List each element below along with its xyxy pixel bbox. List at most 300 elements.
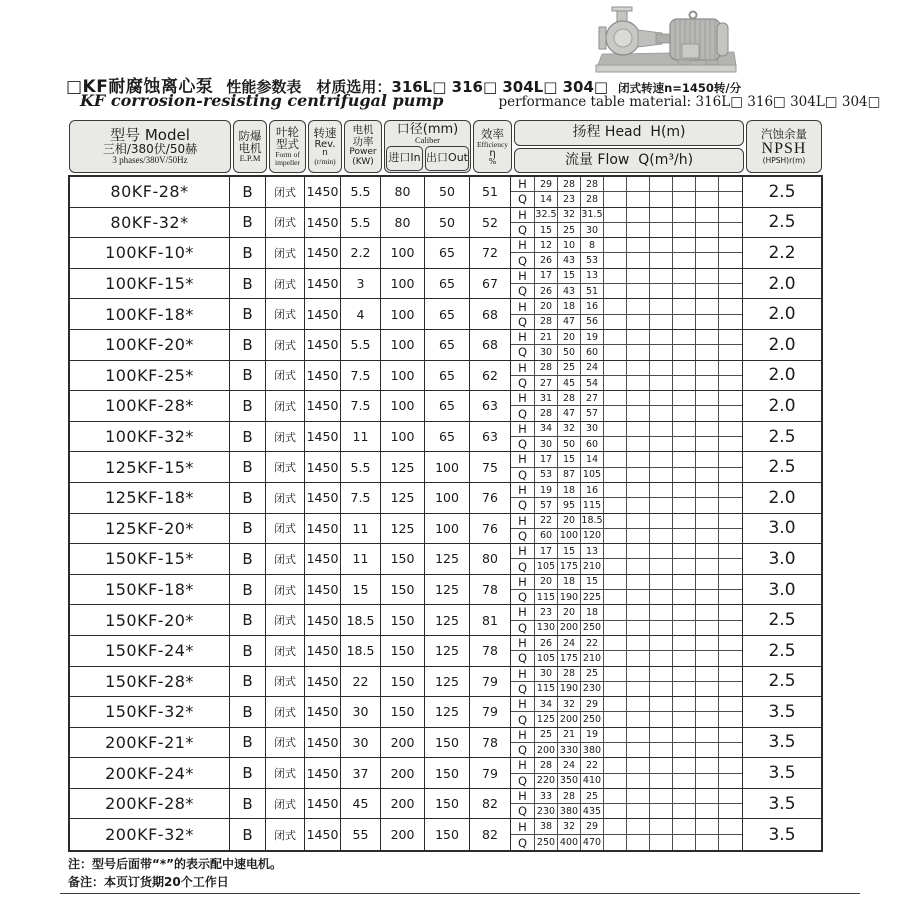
cell-efficiency: 52 bbox=[470, 208, 511, 238]
material-options-cn: 材质选用：316L□ 316□ 304L□ 304□ bbox=[316, 78, 609, 96]
header-power-unit: (KW) bbox=[352, 156, 374, 167]
head-value bbox=[650, 636, 673, 650]
head-value bbox=[696, 238, 719, 252]
flow-value bbox=[719, 192, 742, 206]
flow-value bbox=[627, 774, 650, 788]
cell-epm: B bbox=[230, 208, 266, 238]
cell-rev: 1450 bbox=[305, 452, 341, 482]
cell-power: 11 bbox=[341, 514, 381, 544]
table-row bbox=[70, 361, 821, 392]
cell-rev: 1450 bbox=[305, 391, 341, 421]
head-row bbox=[511, 361, 742, 376]
head-value bbox=[696, 667, 719, 681]
flow-value bbox=[719, 590, 742, 604]
head-label: H bbox=[511, 483, 535, 497]
flow-value: 53 bbox=[581, 253, 604, 267]
flow-value bbox=[650, 712, 673, 726]
head-value bbox=[650, 177, 673, 191]
head-value: 16 bbox=[581, 299, 604, 313]
flow-value: 250 bbox=[581, 712, 604, 726]
flow-value: 230 bbox=[535, 804, 558, 818]
cell-model: 80KF-28* bbox=[70, 177, 230, 207]
head-value bbox=[627, 697, 650, 711]
head-value bbox=[673, 238, 696, 252]
flow-value bbox=[627, 804, 650, 818]
head-value bbox=[604, 238, 627, 252]
head-value: 17 bbox=[535, 269, 558, 283]
flow-value bbox=[627, 253, 650, 267]
head-value: 31.5 bbox=[581, 209, 603, 221]
head-value: 18 bbox=[558, 575, 581, 589]
cell-epm: B bbox=[230, 238, 266, 268]
head-value: 18.5 bbox=[581, 515, 603, 527]
head-value bbox=[627, 208, 650, 222]
head-row bbox=[511, 391, 742, 406]
table-row bbox=[70, 177, 821, 208]
cell-model: 200KF-21* bbox=[70, 728, 230, 758]
cell-outlet: 125 bbox=[425, 575, 470, 605]
head-value bbox=[719, 728, 742, 742]
cell-model: 125KF-15* bbox=[70, 452, 230, 482]
header-eff-unit: % bbox=[488, 156, 497, 166]
cell-power: 18.5 bbox=[341, 605, 381, 635]
head-value bbox=[673, 758, 696, 772]
head-value bbox=[650, 452, 673, 466]
flow-label: Q bbox=[511, 223, 535, 237]
head-value: 20 bbox=[558, 514, 581, 528]
head-label: H bbox=[511, 177, 535, 191]
title-line-en bbox=[80, 91, 880, 110]
cell-inlet: 200 bbox=[381, 728, 425, 758]
head-value bbox=[604, 697, 627, 711]
head-value bbox=[604, 391, 627, 405]
cell-model: 150KF-24* bbox=[70, 636, 230, 666]
head-label: H bbox=[511, 330, 535, 344]
cell-outlet: 125 bbox=[425, 667, 470, 697]
head-value bbox=[650, 483, 673, 497]
head-flow-block bbox=[511, 636, 743, 666]
head-value bbox=[673, 544, 696, 558]
note-leadtime: 备注：本页订货期20个工作日 bbox=[68, 875, 229, 889]
cell-impeller: 闭式 bbox=[266, 208, 305, 238]
flow-value: 47 bbox=[558, 406, 581, 420]
cell-efficiency: 78 bbox=[470, 728, 511, 758]
head-value: 22 bbox=[581, 758, 604, 772]
header-npsh-en: NPSH bbox=[761, 139, 807, 157]
cell-inlet: 150 bbox=[381, 605, 425, 635]
header-outlet: 出口Out bbox=[425, 146, 469, 172]
flow-label: Q bbox=[511, 529, 535, 543]
flow-row bbox=[511, 498, 742, 512]
head-value bbox=[719, 238, 742, 252]
flow-value bbox=[650, 315, 673, 329]
cell-outlet: 65 bbox=[425, 269, 470, 299]
head-value: 17 bbox=[535, 452, 558, 466]
flow-value: 105 bbox=[581, 468, 604, 482]
flow-label: Q bbox=[511, 651, 535, 665]
head-value: 19 bbox=[581, 728, 604, 742]
cell-npsh: 3.5 bbox=[768, 763, 796, 784]
head-flow-block bbox=[511, 330, 743, 360]
flow-value: 190 bbox=[558, 682, 581, 696]
table-row bbox=[70, 452, 821, 483]
cell-power: 11 bbox=[341, 422, 381, 452]
head-value bbox=[719, 667, 742, 681]
cell-model: 150KF-32* bbox=[70, 697, 230, 727]
cell-inlet: 200 bbox=[381, 789, 425, 819]
cell-outlet: 125 bbox=[425, 544, 470, 574]
head-value bbox=[673, 177, 696, 191]
cell-epm: B bbox=[230, 177, 266, 207]
head-value bbox=[719, 514, 742, 528]
cell-efficiency: 78 bbox=[470, 636, 511, 666]
flow-value bbox=[604, 621, 627, 635]
head-value bbox=[696, 177, 719, 191]
flow-value bbox=[650, 682, 673, 696]
head-value: 18 bbox=[558, 299, 581, 313]
cell-model: 100KF-10* bbox=[70, 238, 230, 268]
cell-impeller: 闭式 bbox=[266, 422, 305, 452]
head-value: 25 bbox=[581, 667, 604, 681]
header-eff-symbol: η bbox=[489, 147, 496, 159]
flow-value bbox=[719, 743, 742, 757]
header-model-cn: 型号 Model bbox=[110, 126, 190, 145]
header-epm-cn1: 防爆 bbox=[238, 128, 262, 143]
cell-impeller: 闭式 bbox=[266, 789, 305, 819]
cell-npsh: 2.0 bbox=[768, 334, 796, 355]
head-value bbox=[696, 483, 719, 497]
flow-value bbox=[604, 376, 627, 390]
cell-model: 100KF-15* bbox=[70, 269, 230, 299]
table-row bbox=[70, 391, 821, 422]
cell-epm: B bbox=[230, 299, 266, 329]
flow-value: 27 bbox=[535, 376, 558, 390]
head-value bbox=[696, 299, 719, 313]
head-value: 22 bbox=[535, 514, 558, 528]
flow-value: 105 bbox=[535, 651, 558, 665]
head-value bbox=[696, 391, 719, 405]
head-value bbox=[604, 208, 627, 222]
flow-value: 190 bbox=[558, 590, 581, 604]
flow-value bbox=[696, 437, 719, 451]
flow-value: 30 bbox=[535, 437, 558, 451]
flow-row bbox=[511, 376, 742, 390]
cell-efficiency: 79 bbox=[470, 667, 511, 697]
flow-label: Q bbox=[511, 406, 535, 420]
cell-efficiency: 51 bbox=[470, 177, 511, 207]
flow-value bbox=[604, 498, 627, 512]
flow-value bbox=[719, 253, 742, 267]
head-flow-block bbox=[511, 667, 743, 697]
head-value: 20 bbox=[558, 605, 581, 619]
flow-value bbox=[650, 590, 673, 604]
flow-value: 57 bbox=[581, 406, 604, 420]
head-value: 19 bbox=[581, 330, 604, 344]
flow-value bbox=[719, 682, 742, 696]
flow-value bbox=[650, 651, 673, 665]
flow-value: 200 bbox=[558, 621, 581, 635]
flow-value: 210 bbox=[581, 559, 604, 573]
cell-efficiency: 63 bbox=[470, 391, 511, 421]
head-value: 13 bbox=[581, 544, 604, 558]
head-row bbox=[511, 819, 742, 835]
head-value bbox=[604, 177, 627, 191]
cell-inlet: 150 bbox=[381, 544, 425, 574]
head-value bbox=[627, 605, 650, 619]
flow-value: 53 bbox=[535, 468, 558, 482]
cell-inlet: 150 bbox=[381, 575, 425, 605]
head-value bbox=[719, 636, 742, 650]
note-motor: 注：型号后面带“*”的表示配中速电机。 bbox=[68, 857, 283, 871]
cell-impeller: 闭式 bbox=[266, 819, 305, 850]
head-value bbox=[627, 728, 650, 742]
cell-rev: 1450 bbox=[305, 269, 341, 299]
cell-npsh: 2.5 bbox=[768, 671, 796, 692]
flow-value bbox=[627, 743, 650, 757]
cell-npsh: 3.5 bbox=[768, 732, 796, 753]
head-value: 38 bbox=[535, 819, 558, 834]
cell-epm: B bbox=[230, 452, 266, 482]
header-power-cn2: 功率 bbox=[352, 135, 374, 148]
cell-power: 2.2 bbox=[341, 238, 381, 268]
cell-epm: B bbox=[230, 605, 266, 635]
cell-npsh: 2.0 bbox=[768, 273, 796, 294]
flow-value bbox=[650, 774, 673, 788]
header-npsh-cn: 汽蚀余量 bbox=[761, 127, 807, 142]
flow-value: 200 bbox=[558, 712, 581, 726]
flow-row bbox=[511, 712, 742, 726]
cell-inlet: 150 bbox=[381, 636, 425, 666]
head-value: 27 bbox=[581, 391, 604, 405]
head-value bbox=[719, 452, 742, 466]
flow-value bbox=[696, 743, 719, 757]
head-value bbox=[604, 514, 627, 528]
head-value bbox=[673, 452, 696, 466]
cell-npsh: 3.0 bbox=[768, 548, 796, 569]
cell-model: 100KF-32* bbox=[70, 422, 230, 452]
flow-value bbox=[627, 835, 650, 850]
head-flow-block bbox=[511, 697, 743, 727]
flow-row bbox=[511, 804, 742, 818]
cell-impeller: 闭式 bbox=[266, 758, 305, 788]
cell-impeller: 闭式 bbox=[266, 483, 305, 513]
head-value bbox=[696, 269, 719, 283]
header-caliber-en: Caliber bbox=[414, 135, 441, 145]
flow-value bbox=[650, 345, 673, 359]
flow-value: 57 bbox=[535, 498, 558, 512]
head-value: 16 bbox=[581, 483, 604, 497]
head-value bbox=[673, 514, 696, 528]
flow-value bbox=[673, 651, 696, 665]
head-value bbox=[650, 575, 673, 589]
cell-npsh: 2.2 bbox=[768, 242, 796, 263]
head-value bbox=[650, 605, 673, 619]
flow-value bbox=[696, 192, 719, 206]
flow-value bbox=[673, 284, 696, 298]
head-value: 24 bbox=[581, 361, 604, 375]
flow-value bbox=[673, 223, 696, 237]
head-value bbox=[696, 361, 719, 375]
cell-model: 150KF-20* bbox=[70, 605, 230, 635]
head-row bbox=[511, 330, 742, 345]
flow-value bbox=[696, 468, 719, 482]
cell-rev: 1450 bbox=[305, 605, 341, 635]
head-value: 28 bbox=[558, 667, 581, 681]
cell-power: 7.5 bbox=[341, 361, 381, 391]
head-value: 32 bbox=[558, 208, 581, 222]
head-value bbox=[627, 575, 650, 589]
head-row bbox=[511, 544, 742, 559]
flow-value bbox=[604, 590, 627, 604]
head-value bbox=[696, 697, 719, 711]
cell-power: 37 bbox=[341, 758, 381, 788]
cell-power: 5.5 bbox=[341, 177, 381, 207]
cell-efficiency: 68 bbox=[470, 330, 511, 360]
cell-power: 7.5 bbox=[341, 391, 381, 421]
cell-epm: B bbox=[230, 636, 266, 666]
head-value bbox=[719, 299, 742, 313]
head-label: H bbox=[511, 728, 535, 742]
head-value bbox=[673, 361, 696, 375]
flow-value: 380 bbox=[581, 743, 604, 757]
head-flow-block bbox=[511, 605, 743, 635]
flow-row bbox=[511, 192, 742, 206]
head-row bbox=[511, 789, 742, 804]
flow-value bbox=[604, 529, 627, 543]
cell-inlet: 80 bbox=[381, 177, 425, 207]
flow-value: 115 bbox=[535, 682, 558, 696]
head-value bbox=[696, 605, 719, 619]
head-value: 15 bbox=[558, 452, 581, 466]
flow-value bbox=[627, 651, 650, 665]
cell-efficiency: 75 bbox=[470, 452, 511, 482]
head-row bbox=[511, 177, 742, 192]
flow-value bbox=[696, 804, 719, 818]
header-power bbox=[344, 120, 382, 173]
cell-npsh: 3.5 bbox=[768, 793, 796, 814]
flow-value bbox=[627, 682, 650, 696]
flow-value bbox=[650, 529, 673, 543]
cell-npsh: 2.5 bbox=[768, 181, 796, 202]
head-value bbox=[650, 391, 673, 405]
head-value bbox=[719, 422, 742, 436]
head-label: H bbox=[511, 605, 535, 619]
head-label: H bbox=[511, 391, 535, 405]
table-row bbox=[70, 238, 821, 269]
head-flow-block bbox=[511, 758, 743, 788]
cell-epm: B bbox=[230, 819, 266, 850]
cell-impeller: 闭式 bbox=[266, 544, 305, 574]
flow-label: Q bbox=[511, 498, 535, 512]
head-row bbox=[511, 422, 742, 437]
cell-epm: B bbox=[230, 422, 266, 452]
flow-value: 87 bbox=[558, 468, 581, 482]
cell-rev: 1450 bbox=[305, 238, 341, 268]
header-impeller-en1: Form of bbox=[275, 149, 300, 159]
cell-efficiency: 82 bbox=[470, 819, 511, 850]
head-value bbox=[719, 819, 742, 834]
cell-impeller: 闭式 bbox=[266, 238, 305, 268]
cell-epm: B bbox=[230, 697, 266, 727]
cell-rev: 1450 bbox=[305, 330, 341, 360]
flow-row bbox=[511, 682, 742, 696]
head-value: 18 bbox=[558, 483, 581, 497]
head-value bbox=[650, 208, 673, 222]
flow-value bbox=[719, 406, 742, 420]
flow-row bbox=[511, 315, 742, 329]
head-value bbox=[650, 238, 673, 252]
flow-value: 28 bbox=[535, 406, 558, 420]
cell-impeller: 闭式 bbox=[266, 299, 305, 329]
flow-value: 250 bbox=[535, 835, 558, 850]
head-row bbox=[511, 605, 742, 620]
flow-value bbox=[650, 376, 673, 390]
head-label: H bbox=[511, 514, 535, 528]
flow-row bbox=[511, 835, 742, 850]
flow-value bbox=[673, 406, 696, 420]
table-row bbox=[70, 269, 821, 300]
flow-value bbox=[719, 284, 742, 298]
header-model-en: 3 phases/380V/50Hz bbox=[112, 155, 188, 166]
head-value bbox=[627, 299, 650, 313]
table-row bbox=[70, 605, 821, 636]
flow-value bbox=[650, 498, 673, 512]
cell-model: 80KF-32* bbox=[70, 208, 230, 238]
flow-value bbox=[719, 529, 742, 543]
flow-value: 23 bbox=[558, 192, 581, 206]
table-row bbox=[70, 789, 821, 820]
head-value bbox=[627, 422, 650, 436]
head-value bbox=[719, 605, 742, 619]
cell-model: 200KF-28* bbox=[70, 789, 230, 819]
flow-value: 470 bbox=[581, 835, 604, 850]
cell-rev: 1450 bbox=[305, 208, 341, 238]
flow-value: 43 bbox=[558, 284, 581, 298]
header-rev-symbol: n bbox=[322, 148, 328, 159]
head-label: H bbox=[511, 636, 535, 650]
table-row bbox=[70, 728, 821, 759]
flow-value bbox=[696, 651, 719, 665]
cell-power: 3 bbox=[341, 269, 381, 299]
flow-value bbox=[604, 804, 627, 818]
head-value bbox=[627, 544, 650, 558]
head-value bbox=[627, 819, 650, 834]
head-flow-block bbox=[511, 177, 743, 207]
cell-power: 30 bbox=[341, 697, 381, 727]
cell-impeller: 闭式 bbox=[266, 605, 305, 635]
cell-epm: B bbox=[230, 269, 266, 299]
flow-value bbox=[604, 774, 627, 788]
cell-power: 11 bbox=[341, 544, 381, 574]
cell-power: 22 bbox=[341, 667, 381, 697]
header-impeller-cn1: 叶轮 bbox=[276, 125, 299, 139]
head-value bbox=[719, 575, 742, 589]
flow-value: 350 bbox=[558, 774, 581, 788]
head-value: 32.5 bbox=[535, 209, 557, 221]
speed-note-cn: 闭式转速n=1450转/分 bbox=[618, 81, 742, 95]
flow-value bbox=[673, 712, 696, 726]
cell-rev: 1450 bbox=[305, 697, 341, 727]
flow-label: Q bbox=[511, 774, 535, 788]
head-value: 28 bbox=[535, 361, 558, 375]
flow-value bbox=[604, 345, 627, 359]
head-value bbox=[650, 697, 673, 711]
header-impeller-en2: impeller bbox=[275, 157, 300, 167]
flow-label: Q bbox=[511, 192, 535, 206]
flow-value bbox=[650, 804, 673, 818]
head-value bbox=[696, 452, 719, 466]
head-value: 15 bbox=[558, 269, 581, 283]
